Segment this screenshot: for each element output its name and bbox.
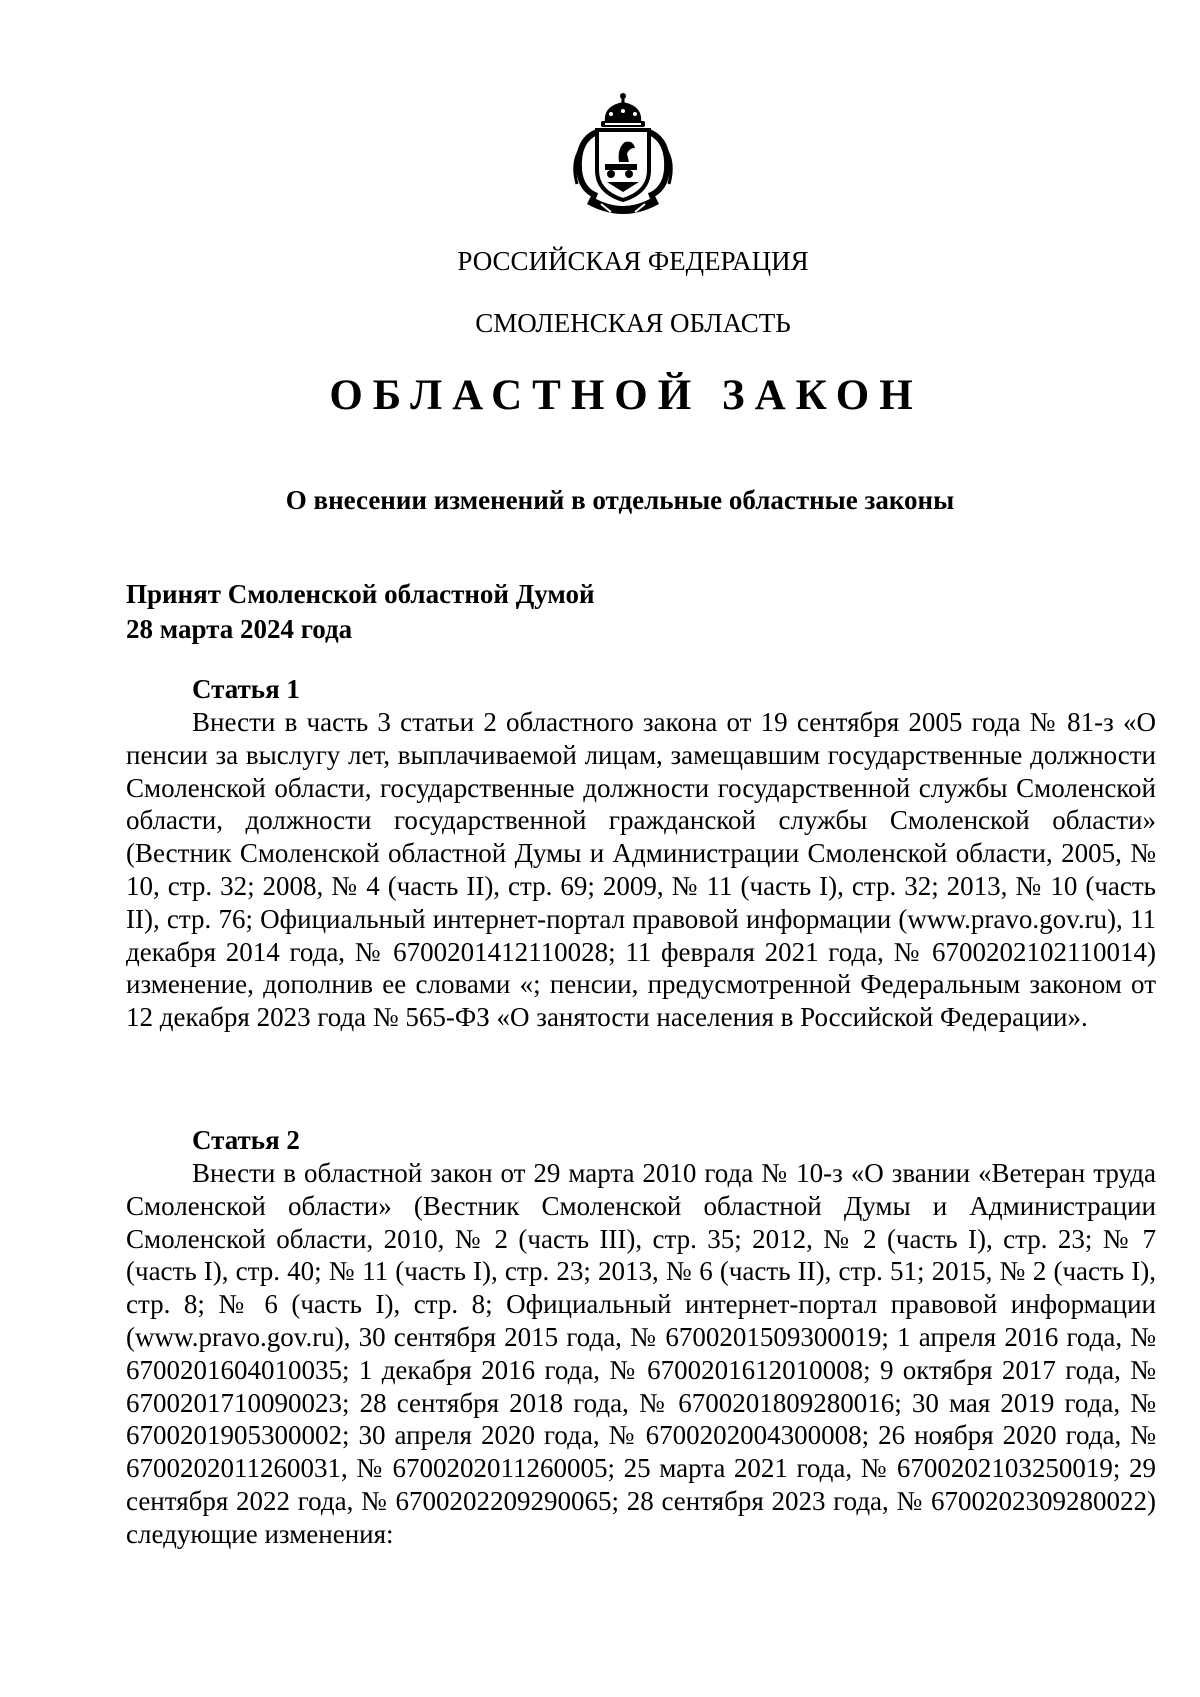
article-1: [126, 672, 1156, 1034]
region-title: СМОЛЕНСКАЯ ОБЛАСТЬ: [475, 308, 791, 338]
document-type-title: ОБЛАСТНОЙ ЗАКОН: [329, 372, 923, 419]
article-heading: Статья 1: [192, 674, 300, 704]
adoption-block: [126, 577, 595, 647]
article-2: [126, 1123, 1156, 1551]
smolensk-coat-of-arms-icon: [567, 92, 679, 224]
article-text: Внести в областной закон от 29 марта 2010 года № 10-з «О звании «Ветеран труда Смоленской области» (Вестник Смоленской областной Думы и Администрации Смоленской области, 2010, № 2 (часть III), стр. 35; 2012, № 2 (часть I), стр. 23; № 7 (часть I), стр. 40; № 11 (часть I), стр. 23; 2013, № 6 (часть II), стр. 51; 2015, № 2 (часть I), стр. 8; № 6 (часть I), стр. 8; Официальный интернет-портал правовой информации (www.pravo.gov.ru), 30 сентября 2015 года, № 6700201509300019; 1 апреля 2016 года, № 6700201604010035; 1 декабря 2016 года, № 6700201612010008; 9 октября 2017 года, № 6700201710090023; 28 сентября 2018 года, № 6700201809280016; 30 мая 2019 года, № 6700201905300002; 30 апреля 2020 года, № 6700202004300008; 26 ноября 2020 года, № 6700202011260031, № 6700202011260005; 25 марта 2021 года, № 6700202103250019; 29 сентября 2022 года, № 6700202209290065; 28 сентября 2023 года, № 6700202309280022) следующие изменения:: [126, 1158, 1156, 1549]
country-title: РОССИЙСКАЯ ФЕДЕРАЦИЯ: [457, 246, 809, 276]
adoption-authority: Принят Смоленской областной Думой: [126, 579, 595, 609]
article-heading: Статья 2: [192, 1125, 300, 1155]
law-subject: О внесении изменений в отдельные областные законы: [285, 485, 955, 515]
article-text: Внести в часть 3 статьи 2 областного закона от 19 сентября 2005 года № 81-з «О пенсии за выслугу лет, выплачиваемой лицам, замещавшим государственные должности Смоленской области, государственные должности государственной службы Смоленской области, должности государственной гражданской службы Смоленской области» (Вестник Смоленской областной Думы и Администрации Смоленской области, 2005, № 10, стр. 32; 2008, № 4 (часть II), стр. 69; 2009, № 11 (часть I), стр. 32; 2013, № 10 (часть II), стр. 76; Официальный интернет-портал правовой информации (www.pravo.gov.ru), 11 декабря 2014 года, № 6700201412110028; 11 февраля 2021 года, № 6700202102110014) изменение, дополнив ее словами «; пенсии, предусмотренной Федеральным законом от 12 декабря 2023 года № 565-ФЗ «О занятости населения в Российской Федерации».: [126, 707, 1156, 1033]
adoption-date: 28 марта 2024 года: [126, 614, 353, 644]
